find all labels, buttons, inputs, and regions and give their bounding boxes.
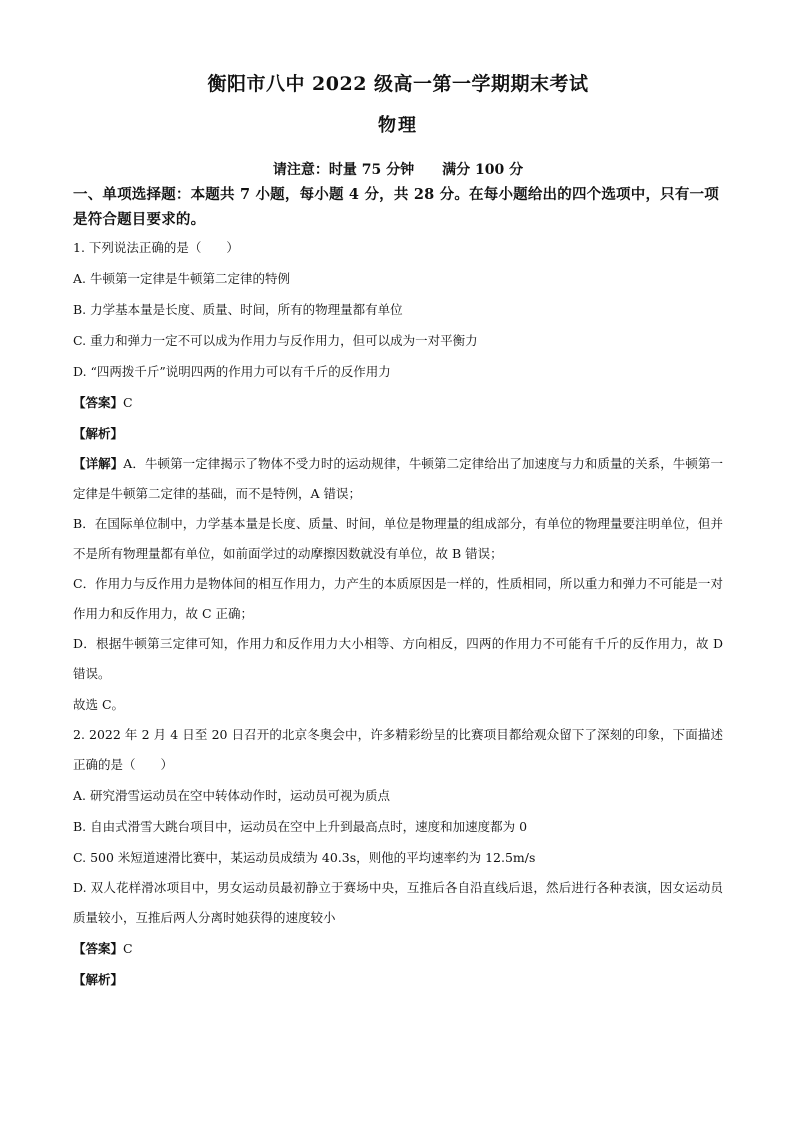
analysis-line [73, 964, 723, 995]
conclusion: 故选 C。 [73, 697, 125, 712]
detail-d: D．根据牛顿第三定律可知，作用力和反作用力大小相等、方向相反，四两的作用力不可能有千斤的反作用力，故 D 错误。 [73, 636, 723, 681]
answer-value: C [123, 395, 133, 410]
section-heading: 一、单项选择题：本题共 7 小题，每小题 4 分，共 28 分。在每小题给出的四个选项中，只有一项是符合题目要求的。 [73, 186, 719, 228]
question-stem: 2. 2022 年 2 月 4 日至 20 日召开的北京冬奥会中，许多精彩纷呈的比赛项目都给观众留下了深刻的印象，下面描述正确的是（ ） [73, 727, 723, 772]
notice-time: 请注意：时量 75 分钟 [272, 162, 415, 178]
question-1 [73, 232, 723, 720]
option-d: D. 双人花样滑冰项目中，男女运动员最初静立于赛场中央，互推后各自沿直线后退，然后进行各种表演，因女运动员质量较小，互推后两人分离时她获得的速度较小 [73, 880, 723, 925]
answer-tag: 【答案】 [73, 941, 124, 956]
option-b: B. 自由式滑雪大跳台项目中，运动员在空中上升到最高点时，速度和加速度都为 0 [73, 819, 528, 834]
option-c: C. 500 米短道速滑比赛中，某运动员成绩为 40.3s，则他的平均速率约为 12.5m/s [73, 850, 536, 865]
option-b: B. 力学基本量是长度、质量、时间，所有的物理量都有单位 [73, 302, 403, 317]
notice-score: 满分 100 分 [442, 162, 524, 178]
detail-b: B．在国际单位制中，力学基本量是长度、质量、时间，单位是物理量的组成部分，有单位的物理量要注明单位，但并不是所有物理量都有单位，如前面学过的动摩擦因数就没有单位，故 B 错误； [73, 516, 723, 561]
detail-tag: 【详解】 [73, 456, 124, 471]
analysis-line [73, 418, 723, 449]
answer-tag: 【答案】 [73, 395, 124, 410]
answer-value: C [123, 941, 133, 956]
question-2 [73, 720, 723, 995]
option-c: C. 重力和弹力一定不可以成为作用力与反作用力，但可以成为一对平衡力 [73, 333, 478, 348]
exam-notice [73, 160, 723, 180]
exam-title: 衡阳市八中 2022 级高一第一学期期末考试 [207, 73, 589, 95]
exam-subject: 物理 [378, 115, 418, 136]
detail-a-text: A．牛顿第一定律揭示了物体不受力时的运动规律，牛顿第二定律给出了加速度与力和质量的关系，牛顿第一定律是牛顿第二定律的基础，而不是特例，A 错误； [73, 456, 723, 501]
option-d: D. “四两拨千斤”说明四两的作用力可以有千斤的反作用力 [73, 364, 391, 379]
option-a: A. 研究滑雪运动员在空中转体动作时，运动员可视为质点 [73, 788, 390, 803]
question-stem: 1. 下列说法正确的是（ ） [73, 240, 239, 255]
document-page [73, 60, 723, 995]
answer-line [73, 387, 723, 418]
detail-a [73, 449, 723, 509]
analysis-tag: 【解析】 [73, 972, 124, 987]
detail-c: C．作用力与反作用力是物体间的相互作用力，力产生的本质原因是一样的，性质相同，所以重力和弹力不可能是一对作用力和反作用力，故 C 正确； [73, 576, 723, 621]
option-a: A. 牛顿第一定律是牛顿第二定律的特例 [73, 271, 290, 286]
answer-line [73, 933, 723, 964]
analysis-tag: 【解析】 [73, 426, 124, 441]
